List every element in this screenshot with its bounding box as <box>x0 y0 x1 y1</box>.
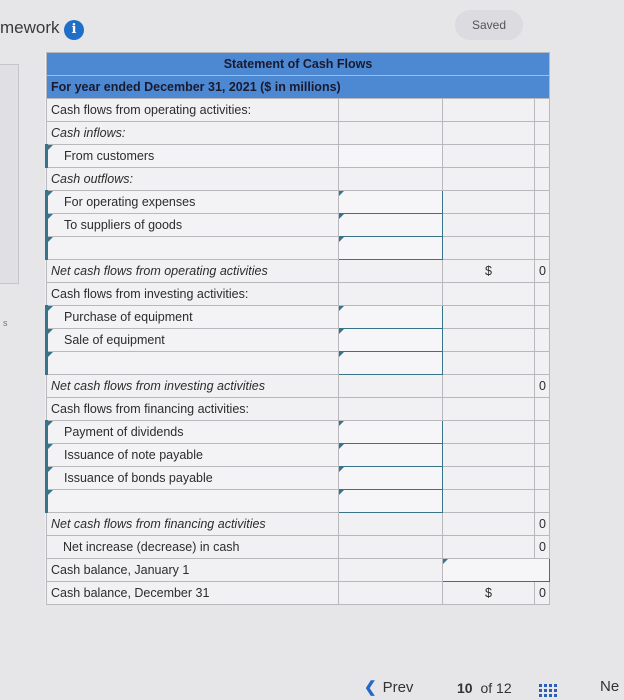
table-row <box>47 582 550 605</box>
cash-balance-dec31-value: 0 <box>535 582 550 605</box>
side-letter: s <box>3 318 8 328</box>
row-label: Net cash flows from financing activities <box>47 513 339 536</box>
account-select-purchase-equipment[interactable]: Purchase of equipment <box>47 306 339 329</box>
table-row <box>47 191 550 214</box>
amount-input-blank-operating[interactable] <box>339 237 443 260</box>
net-financing-value: 0 <box>535 513 550 536</box>
table-row <box>47 559 550 582</box>
row-label: Net cash flows from investing activities <box>47 375 339 398</box>
statement-subtitle-row <box>47 76 550 99</box>
table-row <box>47 536 550 559</box>
row-label: Cash flows from financing activities: <box>47 398 339 421</box>
table-row <box>47 283 550 306</box>
account-select-operating-expenses[interactable]: For operating expenses <box>47 191 339 214</box>
left-panel-edge <box>0 64 19 284</box>
amount-input-sale-equipment[interactable] <box>339 329 443 352</box>
account-select-blank-financing[interactable] <box>47 490 339 513</box>
account-select-dividends[interactable]: Payment of dividends <box>47 421 339 444</box>
amount-input-blank-financing[interactable] <box>339 490 443 513</box>
info-icon[interactable]: i <box>64 20 84 40</box>
of-label: of <box>480 680 493 696</box>
current-page: 10 <box>457 680 473 696</box>
amount-input-note-payable[interactable] <box>339 444 443 467</box>
account-select-from-customers[interactable]: From customers <box>47 145 339 168</box>
prev-label: Prev <box>382 679 414 696</box>
account-select-sale-equipment[interactable]: Sale of equipment <box>47 329 339 352</box>
table-row <box>47 490 550 513</box>
bottom-navigation <box>0 672 624 700</box>
next-button[interactable]: Ne <box>600 678 620 695</box>
table-row <box>47 306 550 329</box>
prev-button[interactable] <box>364 678 413 696</box>
statement-title-row <box>47 53 550 76</box>
table-row <box>47 352 550 375</box>
net-operating-value: 0 <box>535 260 550 283</box>
total-pages: 12 <box>496 680 512 696</box>
cash-balance-jan1-input[interactable] <box>443 559 550 582</box>
amount-input-from-customers[interactable] <box>339 145 443 168</box>
row-label: Cash balance, January 1 <box>47 559 339 582</box>
chevron-left-icon: ❮ <box>364 679 377 696</box>
net-increase-value: 0 <box>535 536 550 559</box>
page-title: mework <box>0 18 60 37</box>
table-row <box>47 467 550 490</box>
table-row <box>47 398 550 421</box>
table-row <box>47 99 550 122</box>
net-investing-value: 0 <box>535 375 550 398</box>
account-select-suppliers[interactable]: To suppliers of goods <box>47 214 339 237</box>
amount-input-dividends[interactable] <box>339 421 443 444</box>
row-label: Cash flows from investing activities: <box>47 283 339 306</box>
table-row <box>47 444 550 467</box>
row-label: Cash inflows: <box>47 122 339 145</box>
amount-input-bonds-payable[interactable] <box>339 467 443 490</box>
dollar-sign: $ <box>443 260 535 283</box>
cash-flow-statement-table <box>45 52 550 605</box>
table-row <box>47 260 550 283</box>
row-label: Net increase (decrease) in cash <box>47 536 339 559</box>
row-label: Cash outflows: <box>47 168 339 191</box>
row-label: Cash flows from operating activities: <box>47 99 339 122</box>
table-row <box>47 329 550 352</box>
page-indicator <box>457 680 512 696</box>
table-row <box>47 421 550 444</box>
table-row <box>47 375 550 398</box>
statement-subtitle: For year ended December 31, 2021 ($ in millions) <box>47 76 550 99</box>
amount-input-operating-expenses[interactable] <box>339 191 443 214</box>
table-row <box>47 145 550 168</box>
statement-title: Statement of Cash Flows <box>47 53 550 76</box>
row-label: Cash balance, December 31 <box>47 582 339 605</box>
top-bar <box>0 0 624 48</box>
table-row <box>47 513 550 536</box>
account-select-blank-operating[interactable] <box>47 237 339 260</box>
account-select-note-payable[interactable]: Issuance of note payable <box>47 444 339 467</box>
amount-input-suppliers[interactable] <box>339 214 443 237</box>
amount-input-purchase-equipment[interactable] <box>339 306 443 329</box>
table-row <box>47 237 550 260</box>
table-row <box>47 168 550 191</box>
table-row <box>47 214 550 237</box>
amount-input-blank-investing[interactable] <box>339 352 443 375</box>
table-row <box>47 122 550 145</box>
row-label: Net cash flows from operating activities <box>47 260 339 283</box>
account-select-bonds-payable[interactable]: Issuance of bonds payable <box>47 467 339 490</box>
grid-icon[interactable] <box>539 683 557 697</box>
account-select-blank-investing[interactable] <box>47 352 339 375</box>
dollar-sign: $ <box>443 582 535 605</box>
saved-indicator: Saved <box>455 10 523 40</box>
